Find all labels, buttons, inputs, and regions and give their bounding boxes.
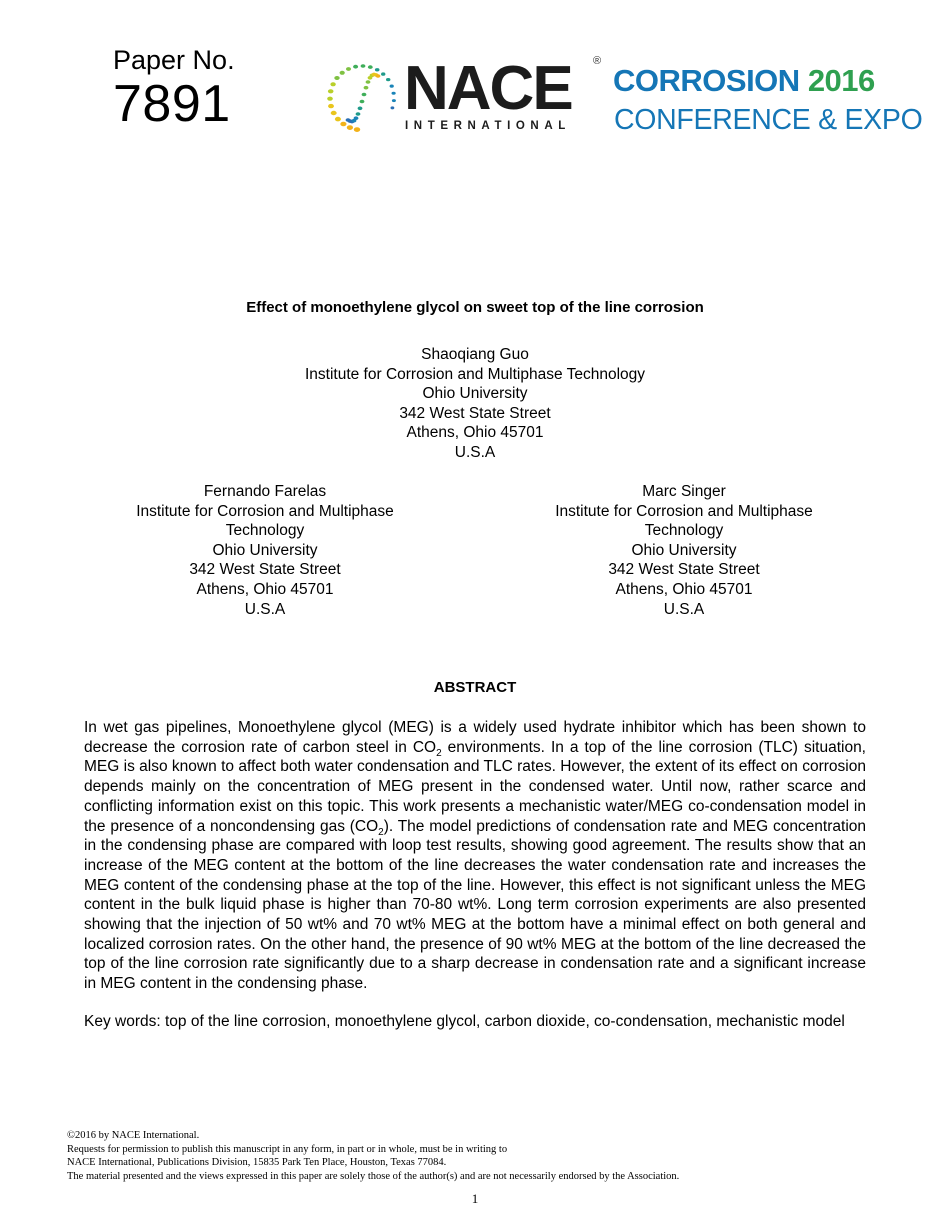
author-street: 342 West State Street [399,404,551,422]
co2-subscript: 2 [378,826,384,838]
logo-dot [354,116,359,120]
author-affiliation: Institute for Corrosion and Multiphase [136,502,394,520]
logo-dot [392,99,396,102]
copyright-footer [67,1129,679,1183]
nace-logo-text: NACE [404,54,572,123]
conference-year: 2016 [807,63,875,98]
paper-number-block [113,44,235,132]
logo-dot [346,67,351,71]
author-university: Ohio University [422,385,528,403]
logo-dot [347,125,353,130]
author-block-3 [534,482,834,619]
logo-dot [340,122,346,127]
logo-dot [391,106,395,109]
logo-dot [386,78,390,81]
logo-dot [353,65,358,69]
author-city: Athens, Ohio 45701 [406,424,544,442]
logo-dot [376,74,381,78]
author-affiliation: Institute for Corrosion and Multiphase Technology [304,365,646,383]
registered-mark: ® [593,55,602,67]
logo-dot [360,100,365,104]
abstract-body [84,718,866,1032]
address-line: NACE International, Publications Division, 15835 Park Ten Place, Houston, Texas 77084. [67,1157,447,1168]
keywords: Key words: top of the line corrosion, monoethylene glycol, carbon dioxide, co-condensation, mechanistic model [84,1012,845,1030]
author-block-2 [115,482,415,619]
author-street: 342 West State Street [608,561,760,579]
nace-logo-mark-icon [322,58,402,138]
logo-dot [358,107,363,111]
logo-dot [328,104,334,108]
page-number: 1 [471,1191,479,1206]
paper-number: 7891 [113,75,231,133]
nace-logo-subtext: INTERNATIONAL [405,120,571,132]
co2-subscript: 2 [436,747,442,759]
abstract-text-1: In wet gas pipelines, Monoethylene glycol (MEG) is a widely used hydrate inhibitor which has been shown to decrease the corrosion rate of carbon steel in CO [84,719,866,756]
author-country: U.S.A [454,443,496,461]
author-university: Ohio University [631,541,737,559]
abstract-paragraph [84,718,866,994]
author-university: Ohio University [212,541,318,559]
author-street: 342 West State Street [189,561,341,579]
author-city: Athens, Ohio 45701 [615,580,753,598]
copyright-line: ©2016 by NACE International. [67,1130,200,1141]
logo-dot [340,71,345,75]
author-country: U.S.A [244,600,286,618]
logo-dot [331,111,337,115]
author-country: U.S.A [663,600,705,618]
logo-dot [366,80,371,84]
logo-dot [330,82,335,86]
author-affiliation-cont: Technology [225,522,305,540]
logo-dot [354,127,360,132]
conference-title [613,64,875,98]
permission-line: Requests for permission to publish this manuscript in any form, in part or in whole, must be in writing to [67,1143,508,1155]
conference-subtitle: CONFERENCE & EXPO [614,104,923,136]
logo-dot [328,89,334,93]
logo-dot [364,86,369,90]
author-block-1 [200,345,750,463]
abstract-heading: ABSTRACT [433,679,517,696]
paper-title: Effect of monoethylene glycol on sweet top of the line corrosion [246,299,704,316]
logo-dot [327,97,333,101]
logo-dot [368,65,373,69]
conference-name: CORROSION [613,63,800,98]
logo-dot [362,93,367,97]
author-city: Athens, Ohio 45701 [196,580,334,598]
author-name: Marc Singer [642,483,726,500]
paper-number-label: Paper No. [113,45,235,75]
author-affiliation: Institute for Corrosion and Multiphase [555,502,813,520]
logo-dot [375,68,380,71]
logo-dot [381,72,385,75]
logo-dot [361,64,366,68]
abstract-text-2: environments. In a top of the line corrosion (TLC) situation, MEG is also known to affect both water condensation and TLC rates. However, the extent of its effect on corrosion depends mainly on the concentration of MEG present in the condensed water. Until now, rather scarce and conflicting information exist on this topic. This work presents a mechanistic water/MEG co-condensation model in the presence of a noncondensing gas (CO [84,738,866,835]
logo-dot [390,85,394,88]
logo-dot [334,76,339,80]
logo-dot [392,92,396,95]
logo-dot [335,117,341,122]
disclaimer-line: The material presented and the views expressed in this paper are solely those of the author(s) and are not necessarily endorsed by the Association. [67,1170,680,1182]
author-name: Shaoqiang Guo [421,346,529,363]
logo-dot [356,112,361,116]
author-affiliation-cont: Technology [644,522,724,540]
abstract-text-3: ). The model predictions of condensation rate and MEG concentration in the condensing phase are compared with loop test results, showing good agreement. The results show that an increase of the MEG content at the bottom of the line decreases the water condensation rate and increases the MEG content of the condensing phase at the top of the line. However, this effect is not significant unless the MEG content in the bulk liquid phase is higher than 70-80 wt%. Long term corrosion experiments are also presented showing that the injection of 50 wt% and 70 wt% MEG at the bottom have a minimal effect on both general and localized corrosion rates. On the other hand, the presence of 90 wt% MEG at the bottom of the line decreased the top of the line corrosion rate significantly due to a sharp decrease in condensation rate and a significant increase in MEG content in the condensing phase. [84,817,867,993]
author-name: Fernando Farelas [203,483,327,500]
